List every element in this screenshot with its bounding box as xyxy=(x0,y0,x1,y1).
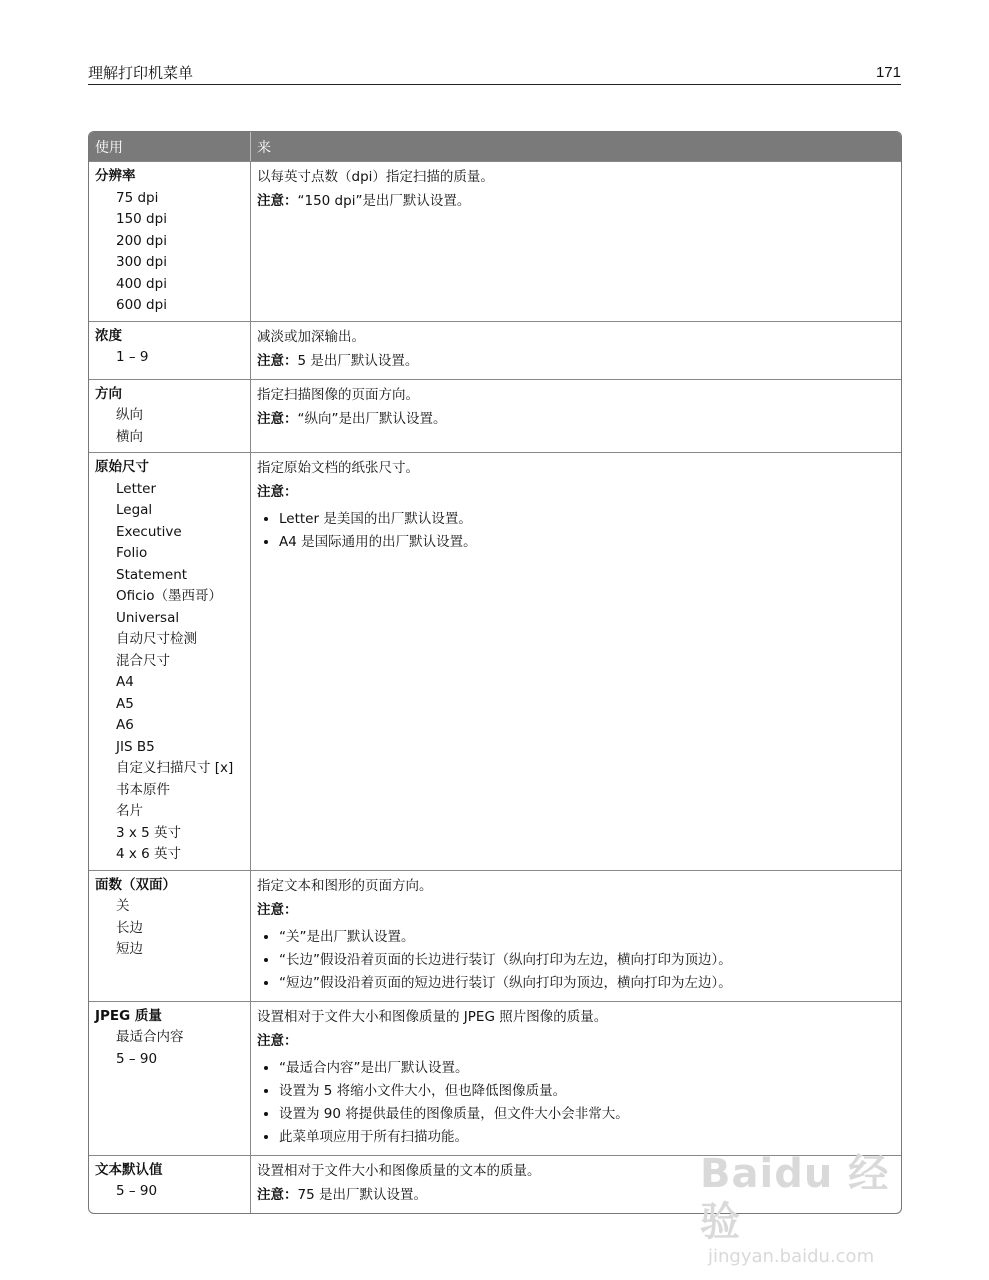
option-value: 长边 xyxy=(116,919,143,936)
watermark-brand: Baidu 经验 xyxy=(700,1151,890,1245)
option-name: 方向 xyxy=(95,385,122,402)
note-text: “纵向”是出厂默认设置。 xyxy=(297,410,447,427)
table-row xyxy=(89,452,901,870)
option-name: 原始尺寸 xyxy=(95,459,149,475)
notes-label: 注意： xyxy=(257,484,298,500)
option-value: 5 – 90 xyxy=(116,1050,158,1067)
menu-table xyxy=(88,131,902,1214)
list-item: • 设置为 5 将缩小文件大小，但也降低图像质量。 xyxy=(279,1080,895,1103)
notes-list xyxy=(257,508,895,554)
description-cell xyxy=(251,452,901,870)
list-item: • 设置为 90 将提供最佳的图像质量，但文件大小会非常大。 xyxy=(279,1103,895,1126)
note xyxy=(257,351,895,371)
table-body xyxy=(89,161,901,1213)
option-value: 300 dpi xyxy=(116,254,167,270)
option-value: 200 dpi xyxy=(116,232,167,249)
option-name: 文本默认值 xyxy=(95,1161,163,1178)
notes-label: 注意： xyxy=(257,901,298,918)
option-value: JIS B5 xyxy=(116,738,155,755)
column-header-to: 来 xyxy=(251,132,901,161)
note xyxy=(257,409,895,429)
option-value: 400 dpi xyxy=(116,275,167,292)
option-value: Folio xyxy=(116,545,148,561)
description-text: 指定原始文档的纸张尺寸。 xyxy=(257,460,419,476)
list-item: • Letter 是美国的出厂默认设置。 xyxy=(279,508,895,531)
note-label: 注意： xyxy=(257,1186,298,1203)
option-value: 书本原件 xyxy=(116,781,170,798)
description-text: 设置相对于文件大小和图像质量的文本的质量。 xyxy=(257,1162,541,1179)
option-value: Legal xyxy=(116,502,153,518)
list-item: • 此菜单项应用于所有扫描功能。 xyxy=(279,1126,895,1149)
option-cell xyxy=(89,452,251,870)
option-value: 1 – 9 xyxy=(116,349,149,365)
description-cell xyxy=(251,1001,901,1155)
option-value: Statement xyxy=(116,566,188,583)
page-title: 理解打印机菜单 xyxy=(88,64,194,82)
option-value: 150 dpi xyxy=(116,211,167,227)
table-row xyxy=(89,379,901,453)
option-value: A4 xyxy=(116,674,134,690)
option-value: 纵向 xyxy=(116,407,143,423)
description-cell xyxy=(251,321,901,379)
description-cell xyxy=(251,1155,901,1213)
note-label: 注意： xyxy=(257,352,298,369)
notes-list xyxy=(257,926,895,995)
table-row xyxy=(89,1001,901,1155)
table-row xyxy=(89,1155,901,1213)
table-row xyxy=(89,870,901,1001)
list-item: • “短边”假设沿着页面的短边进行装订（纵向打印为顶边，横向打印为左边）。 xyxy=(279,972,895,995)
option-value: Universal xyxy=(116,609,180,626)
option-value: Oficio（墨西哥） xyxy=(116,588,223,604)
description-text: 以每英寸点数（dpi）指定扫描的质量。 xyxy=(257,169,494,185)
list-item: • A4 是国际通用的出厂默认设置。 xyxy=(279,531,895,554)
notes-label: 注意： xyxy=(257,1032,298,1049)
option-cell xyxy=(89,870,251,1001)
option-value: A5 xyxy=(116,695,134,712)
list-item: • “最适合内容”是出厂默认设置。 xyxy=(279,1057,895,1080)
list-item: • “长边”假设沿着页面的长边进行装订（纵向打印为左边，横向打印为顶边）。 xyxy=(279,949,895,972)
watermark-url: jingyan.baidu.com xyxy=(708,1246,875,1267)
option-value: 混合尺寸 xyxy=(116,652,170,669)
option-cell xyxy=(89,379,251,453)
note-label: 注意： xyxy=(257,410,298,427)
column-header-use: 使用 xyxy=(89,132,251,161)
option-value: 自动尺寸检测 xyxy=(116,631,197,647)
option-cell xyxy=(89,1155,251,1213)
option-value: 短边 xyxy=(116,941,143,957)
note-text: 5 是出厂默认设置。 xyxy=(297,352,419,369)
description-text: 减淡或加深输出。 xyxy=(257,328,365,345)
option-value: 关 xyxy=(116,898,130,914)
note-text: “150 dpi”是出厂默认设置。 xyxy=(297,193,471,209)
description-cell xyxy=(251,870,901,1001)
option-value: 4 x 6 英寸 xyxy=(116,846,182,862)
note xyxy=(257,191,895,211)
option-cell xyxy=(89,1001,251,1155)
table-header-row xyxy=(89,132,901,161)
description-text: 指定扫描图像的页面方向。 xyxy=(257,386,419,403)
description-cell xyxy=(251,379,901,453)
table-row xyxy=(89,161,901,321)
option-value: 最适合内容 xyxy=(116,1029,184,1045)
note xyxy=(257,1185,895,1205)
option-value: 自定义扫描尺寸 [x] xyxy=(116,760,234,776)
notes-list xyxy=(257,1057,895,1149)
page-number: 171 xyxy=(875,64,901,81)
description-text: 设置相对于文件大小和图像质量的 JPEG 照片图像的质量。 xyxy=(257,1008,608,1025)
option-value: Letter xyxy=(116,480,157,497)
option-cell xyxy=(89,321,251,379)
option-value: 横向 xyxy=(116,428,143,445)
option-cell xyxy=(89,161,251,321)
option-name: 面数（双面） xyxy=(95,876,176,893)
option-value: 600 dpi xyxy=(116,297,167,313)
note-label: 注意： xyxy=(257,193,298,209)
option-value: 名片 xyxy=(116,803,143,819)
option-name: 分辨率 xyxy=(95,168,136,184)
page-header xyxy=(88,64,901,85)
option-value: A6 xyxy=(116,717,134,733)
list-item: • “关”是出厂默认设置。 xyxy=(279,926,895,949)
option-name: 浓度 xyxy=(95,327,122,344)
option-value: 75 dpi xyxy=(116,189,159,206)
option-name: JPEG 质量 xyxy=(95,1007,162,1024)
description-text: 指定文本和图形的页面方向。 xyxy=(257,877,433,894)
note-text: 75 是出厂默认设置。 xyxy=(297,1186,427,1203)
option-value: Executive xyxy=(116,523,182,540)
description-cell xyxy=(251,161,901,321)
table-row xyxy=(89,321,901,379)
option-value: 5 – 90 xyxy=(116,1183,158,1199)
option-value: 3 x 5 英寸 xyxy=(116,824,182,841)
